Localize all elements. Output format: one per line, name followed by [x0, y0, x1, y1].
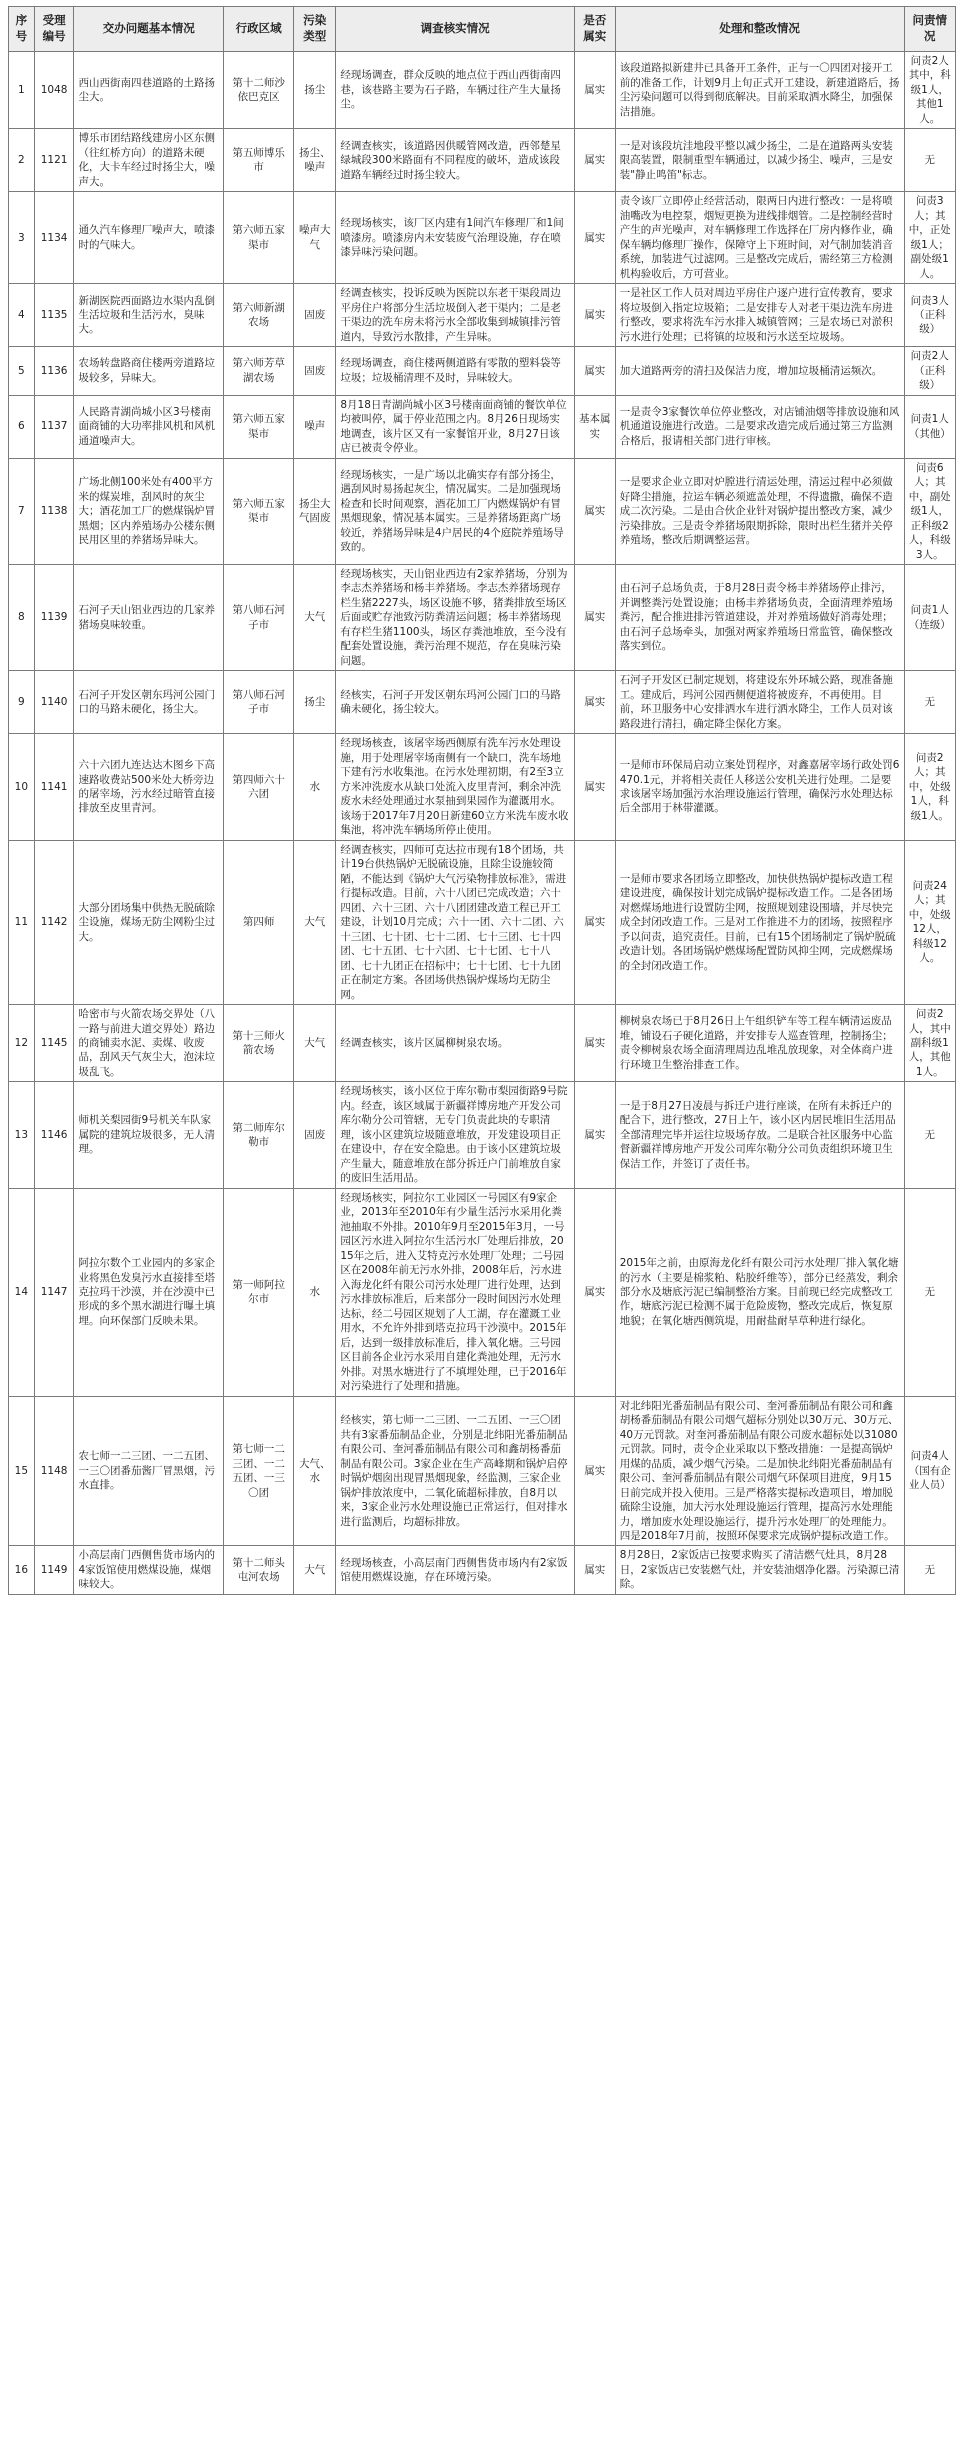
cell-no: 15 — [9, 1396, 35, 1546]
cell-handling: 对北纬阳光番茄制品有限公司、奎河番茄制品有限公司和鑫胡杨番茄制品有限公司烟气超标分别处以30万元、30万元、40万元罚款。对奎河番茄制品有限公司废水超标处以31080元罚款。同时，责令企业采取以下整改措施：一是提高锅炉用煤的品质，减少烟气污染。二是加快北纬阳光番茄制品有限公司、奎河番茄制品有限公司烟气环保项目进度，9月15日前完成并投入使用。三是严格落实提标改造项目，增加脱硫除尘设施，加大污水处理设施运行管理，提高污水处理能力，增加废水处理设施运行，提升污水处理厂的处理能力。四是2018年7月前，按照环保要求完成锅炉提标改造工作。 — [615, 1396, 904, 1546]
cell-issue: 通久汽车修理厂噪声大，喷漆时的气味大。 — [74, 192, 224, 284]
cell-type: 固废 — [294, 284, 336, 347]
cell-id: 1147 — [34, 1188, 74, 1396]
cell-id: 1148 — [34, 1396, 74, 1546]
cell-survey: 经现场核实，该小区位于库尔勒市梨园街路9号院内。经查，该区域属于新疆祥博房地产开发公司库尔勒分公司管辖，无专门负责此块的专职清理，该小区建筑垃圾随意堆放，开发建设项目正在建设中，存在安全隐患。由于该小区建筑垃圾产生量大，随意堆放在部分拆迁户门前堆放自家的废旧生活用品。 — [336, 1082, 575, 1188]
header-type: 污染类型 — [294, 7, 336, 52]
cell-verified: 属实 — [574, 1082, 615, 1188]
cell-no: 13 — [9, 1082, 35, 1188]
cell-verified: 属实 — [574, 1188, 615, 1396]
cell-accountability: 问责6人；其中，副处级1人，正科级2人，科级3人。 — [904, 458, 956, 564]
cell-issue: 农七师一二三团、一二五团、一三〇团番茄酱厂冒黑烟，污水直排。 — [74, 1396, 224, 1546]
cell-region: 第六师五家渠市 — [224, 395, 294, 458]
cell-verified: 属实 — [574, 52, 615, 129]
cell-region: 第八师石河子市 — [224, 564, 294, 670]
cell-handling: 石河子开发区已制定规划，将建设东外环城公路，现准备施工。建成后，玛河公园西侧便道将被废弃，不再使用。目前，环卫服务中心安排洒水车进行洒水降尘，工作人员对该路段进行清扫，确定降尘保化方案。 — [615, 671, 904, 734]
cell-type: 扬尘 — [294, 52, 336, 129]
cell-id: 1136 — [34, 347, 74, 395]
cell-verified: 属实 — [574, 564, 615, 670]
cell-region: 第十二师头屯河农场 — [224, 1546, 294, 1594]
cell-accountability: 问责2人；其中，处级1人，科级1人。 — [904, 734, 956, 840]
cell-accountability: 问责1人（其他） — [904, 395, 956, 458]
table-row — [9, 1396, 956, 1546]
cell-region: 第六师新湖农场 — [224, 284, 294, 347]
cell-issue: 人民路青湖尚城小区3号楼南面商铺的大功率排风机和风机通道噪声大。 — [74, 395, 224, 458]
header-no: 序号 — [9, 7, 35, 52]
cell-no: 12 — [9, 1005, 35, 1082]
cell-accountability: 无 — [904, 129, 956, 192]
cell-issue: 农场转盘路商住楼两旁道路垃圾较多，异味大。 — [74, 347, 224, 395]
header-accountability: 问责情况 — [904, 7, 956, 52]
cell-handling: 由石河子总场负责，于8月28日责令杨丰养猪场停止排污，并调整粪污处置设施；由杨丰养猪场负责，全面清理养殖场粪污，配合推进排污管道建设，并对养殖场做好消毒处理；由石河子总场牵头，加强对两家养殖场日常监管，确保整改落实到位。 — [615, 564, 904, 670]
cell-accountability: 问责24人；其中，处级12人，科级12人。 — [904, 840, 956, 1004]
cell-no: 2 — [9, 129, 35, 192]
cell-survey: 经现场调查，群众反映的地点位于西山西街南四巷，该巷路主要为石子路，车辆过往产生大量扬尘。 — [336, 52, 575, 129]
cell-handling: 一是社区工作人员对周边平房住户逐户进行宣传教育，要求将垃圾倒入指定垃圾箱；二是安排专人对老干渠边洗车房进行整改，要求将洗车污水排入城镇管网；三是农场已对淤积污水进行处理；已将镇的垃圾和污水送至垃圾场。 — [615, 284, 904, 347]
cell-id: 1139 — [34, 564, 74, 670]
cell-type: 扬尘 — [294, 671, 336, 734]
cell-type: 大气 — [294, 1005, 336, 1082]
cell-id: 1149 — [34, 1546, 74, 1594]
cell-region: 第八师石河子市 — [224, 671, 294, 734]
table-row — [9, 458, 956, 564]
cell-region: 第一师阿拉尔市 — [224, 1188, 294, 1396]
cell-survey: 经核实，第七师一二三团、一二五团、一三〇团共有3家番茄制品企业，分别是北纬阳光番茄制品有限公司、奎河番茄制品有限公司和鑫胡杨番茄制品有限公司。3家企业在生产高峰期和锅炉启停时锅炉烟囱出现冒黑烟现象，经监测，三家企业锅炉排放浓度中，二氧化硫超标排放，自8月以来，3家企业污水处理设施已正常运行，但对排水进行监测后，均超标排放。 — [336, 1396, 575, 1546]
cell-type: 大气 — [294, 1546, 336, 1594]
header-verified: 是否属实 — [574, 7, 615, 52]
cell-type: 扬尘大气固废 — [294, 458, 336, 564]
cell-verified: 属实 — [574, 347, 615, 395]
cell-id: 1121 — [34, 129, 74, 192]
cell-handling: 一是责令3家餐饮单位停业整改，对店铺油烟等排放设施和风机通道设施进行改造。二是要求改造完成后通过第三方监测合格后，报请相关部门进行审核。 — [615, 395, 904, 458]
table-row — [9, 840, 956, 1004]
cell-type: 大气、水 — [294, 1396, 336, 1546]
cell-no: 14 — [9, 1188, 35, 1396]
cell-survey: 经现场核实，天山铝业西边有2家养猪场，分别为李志杰养猪场和杨丰养猪场。李志杰养猪场现存栏生猪2227头，场区设施不够，猪粪排放至场区后面或贮存池致污防粪清运问题；杨丰养猪场现有存栏生猪1100头，场区存粪池堆放，至今没有配套处置设施，粪污治理不规范，存在臭味污染问题。 — [336, 564, 575, 670]
cell-type: 噪声大气 — [294, 192, 336, 284]
cell-verified: 属实 — [574, 671, 615, 734]
table-row — [9, 395, 956, 458]
cell-issue: 大部分团场集中供热无脱硫除尘设施，煤场无防尘网粉尘过大。 — [74, 840, 224, 1004]
cell-no: 3 — [9, 192, 35, 284]
cell-verified: 属实 — [574, 1546, 615, 1594]
table-row — [9, 52, 956, 129]
cell-region: 第四师 — [224, 840, 294, 1004]
table-row — [9, 192, 956, 284]
table-body — [9, 52, 956, 1595]
table-row — [9, 671, 956, 734]
cell-handling: 一是对该段坑洼地段平整以减少扬尘，二是在道路两头安装限高装置，限制重型车辆通过，以减少扬尘、噪声，三是安装"静止鸣笛"标志。 — [615, 129, 904, 192]
cell-verified: 属实 — [574, 1396, 615, 1546]
table-header-row — [9, 7, 956, 52]
cell-verified: 属实 — [574, 458, 615, 564]
table-row — [9, 1082, 956, 1188]
cell-accountability: 问责3人；其中，正处级1人；副处级1人。 — [904, 192, 956, 284]
cell-handling: 2015年之前，由原海龙化纤有限公司污水处理厂排入氧化塘的污水（主要是棉浆粕、粘胶纤维等），部分已经蒸发，剩余部分水及塘底污泥已编制整治方案。目前现已经完成整改工作，塘底污泥已检测不属于危险废物，整改完成后，恢复原地貌；在氧化塘西侧筑堤，用耐盐耐旱草种进行绿化。 — [615, 1188, 904, 1396]
cell-region: 第六师芳草湖农场 — [224, 347, 294, 395]
cell-no: 16 — [9, 1546, 35, 1594]
cell-no: 7 — [9, 458, 35, 564]
table-row — [9, 564, 956, 670]
cell-type: 噪声 — [294, 395, 336, 458]
cell-region: 第十二师沙依巴克区 — [224, 52, 294, 129]
cell-issue: 小高层南门西侧售货市场内的4家饭馆使用燃煤设施，煤烟味较大。 — [74, 1546, 224, 1594]
cell-survey: 经现场调查，商住楼两侧道路有零散的塑料袋等垃圾；垃圾桶清理不及时，异味较大。 — [336, 347, 575, 395]
cell-region: 第二师库尔勒市 — [224, 1082, 294, 1188]
cell-issue: 博乐市团结路线建房小区东侧（往红桥方向）的道路未硬化，大卡车经过时扬尘大，噪声大。 — [74, 129, 224, 192]
cell-verified: 属实 — [574, 192, 615, 284]
header-issue: 交办问题基本情况 — [74, 7, 224, 52]
cell-region: 第十三师火箭农场 — [224, 1005, 294, 1082]
cell-issue: 新湖医院西面路边水渠内乱倒生活垃圾和生活污水，臭味大。 — [74, 284, 224, 347]
cell-accountability: 问责2人其中，科级1人，其他1人。 — [904, 52, 956, 129]
header-handling: 处理和整改情况 — [615, 7, 904, 52]
cell-survey: 经调查核实，四师可克达拉市现有18个团场，共计19台供热锅炉无脱硫设施，且除尘设施较简陋，不能达到《锅炉大气污染物排放标准》，需进行提标改造。目前，六十八团已完成改造；六十四团、六十三团、六十八团团建改造工程已开工建设，计划10月完成；六十一团、六十二团、六十三团、七十团、七十二团、七十三团、七十四团、七十五团、七十六团、七十七团、七十八团、七十九团正在招标中；七十七团、七十九团正在制定方案。各团场供热锅炉煤场均无防尘网。 — [336, 840, 575, 1004]
header-region: 行政区域 — [224, 7, 294, 52]
cell-region: 第六师五家渠市 — [224, 458, 294, 564]
cell-id: 1141 — [34, 734, 74, 840]
cell-survey: 经现场核查，该屠宰场西侧原有洗车污水处理设施，用于处理屠宰场南侧有一个缺口，洗车场地下建有污水收集池。在污水处理初期，有2至3立方米冲洗废水从缺口处流入皮里青河，剩余冲洗废水未经处理通过水泵抽到果园作为灌溉用水。该场于2017年7月20日新建60立方米洗车废水收集池，将冲洗车辆场所停止使用。 — [336, 734, 575, 840]
cell-issue: 广场北侧100米处有400平方米的煤炭堆，刮风时的灰尘大；酒花加工厂的燃煤锅炉冒黑烟；区内养殖场办公楼东侧民用区里的养猪场异味大。 — [74, 458, 224, 564]
cases-table — [8, 6, 956, 1595]
cell-type: 扬尘、噪声 — [294, 129, 336, 192]
cell-accountability: 问责2人（正科级） — [904, 347, 956, 395]
cell-region: 第四师六十六团 — [224, 734, 294, 840]
cell-issue: 石河子开发区朝东玛河公园门口的马路未硬化，扬尘大。 — [74, 671, 224, 734]
cell-accountability: 无 — [904, 1188, 956, 1396]
cell-type: 大气 — [294, 840, 336, 1004]
table-row — [9, 347, 956, 395]
cell-accountability: 问责2人，其中副科级1人，其他1人。 — [904, 1005, 956, 1082]
cell-no: 10 — [9, 734, 35, 840]
cell-survey: 经调查核实，该片区属柳树泉农场。 — [336, 1005, 575, 1082]
table-row — [9, 1005, 956, 1082]
cell-id: 1137 — [34, 395, 74, 458]
table-row — [9, 1546, 956, 1594]
cell-handling: 一是师市要求各团场立即整改，加快供热锅炉提标改造工程建设进度，确保按计划完成锅炉提标改造工作。二是各团场对燃煤场地进行设置防尘网，按照规划建设围墙，并尽快完成全封闭改造工作。三是对工作推进不力的团场，按照程序予以问责，追究责任。目前，已有15个团场制定了锅炉脱硫改造计划。各团场锅炉燃煤场配置防风抑尘网，完成燃煤场的全封闭改造工作。 — [615, 840, 904, 1004]
cell-id: 1142 — [34, 840, 74, 1004]
cell-no: 1 — [9, 52, 35, 129]
header-survey: 调查核实情况 — [336, 7, 575, 52]
cell-survey: 经现场核实，该厂区内建有1间汽车修理厂和1间喷漆房。喷漆房内未安装废气治理设施，存在喷漆异味污染问题。 — [336, 192, 575, 284]
cell-type: 水 — [294, 734, 336, 840]
cell-handling: 柳树泉农场已于8月26日上午组织铲车等工程车辆清运废品堆，铺设石子硬化道路，并安排专人巡查管理，控制扬尘；责令柳树泉农场全面清理周边乱堆乱放现象，对全体商户进行环境卫生整治排查工作。 — [615, 1005, 904, 1082]
cell-type: 大气 — [294, 564, 336, 670]
cell-id: 1146 — [34, 1082, 74, 1188]
cell-accountability: 问责4人（国有企业人员） — [904, 1396, 956, 1546]
cell-type: 固废 — [294, 347, 336, 395]
table-row — [9, 129, 956, 192]
cell-accountability: 无 — [904, 671, 956, 734]
cell-region: 第七师一二三团、一二五团、一三〇团 — [224, 1396, 294, 1546]
cell-handling: 8月28日，2家饭店已按要求购买了清洁燃气灶具，8月28日，2家饭店已安装燃气灶，并安装油烟净化器。污染源已清除。 — [615, 1546, 904, 1594]
cell-handling: 加大道路两旁的清扫及保洁力度，增加垃圾桶清运频次。 — [615, 347, 904, 395]
cell-issue: 六十六团九连达达木图乡下高速路收费站500米处大桥旁边的屠宰场，污水经过暗管直接排放至皮里青河。 — [74, 734, 224, 840]
cell-survey: 经现场核实，阿拉尔工业园区一号园区有9家企业，2013年至2010年有少量生活污水采用化粪池抽取不外排。2010年9月至2015年3月，一号园区污水进入阿拉尔生活污水厂处理后排放，2015年之后，进入艾特克污水处理厂处理；二号园区在2008年前无污水外排，2008年后，污水进入海龙化纤有限公司污水处理厂进行处理，达到污水排放标准后，后来部分一段时间因污水处理达标，经二号园区规划了人工湖，存在灌溉工业用水，不允许外排到塔克拉玛干沙漠中。2015年后，达到一级排放标准后，排入氧化塘。三号园区目前各企业污水采用自建化粪池处理，无污水外排。对黑水塘进行了不填埋处理，已于2016年对污染进行了处理和措施。 — [336, 1188, 575, 1396]
cell-handling: 一是于8月27日凌晨与拆迁户进行座谈，在所有未拆迁户的配合下，进行整改，27日上午，该小区内居民堆旧生活用品全部清理完毕并运往垃圾场存放。二是联合社区服务中心监督新疆祥博房地产开发公司库尔勒分公司负责组织环境卫生保洁工作，并签订了责任书。 — [615, 1082, 904, 1188]
cell-verified: 属实 — [574, 129, 615, 192]
cell-handling: 该段道路拟新建井已具备开工条件，正与一〇四团对接开工前的准备工作，计划9月上旬正式开工建设，新建道路后，扬尘污染问题可以得到彻底解决。目前采取洒水降尘，加强保洁措施。 — [615, 52, 904, 129]
cell-id: 1048 — [34, 52, 74, 129]
cell-id: 1140 — [34, 671, 74, 734]
cell-type: 固废 — [294, 1082, 336, 1188]
cell-issue: 石河子天山铝业西边的几家养猪场臭味较重。 — [74, 564, 224, 670]
cell-verified: 属实 — [574, 284, 615, 347]
cell-no: 9 — [9, 671, 35, 734]
cell-accountability: 问责3人（正科级） — [904, 284, 956, 347]
cell-verified: 属实 — [574, 840, 615, 1004]
cell-id: 1135 — [34, 284, 74, 347]
cell-id: 1134 — [34, 192, 74, 284]
cell-no: 6 — [9, 395, 35, 458]
cell-verified: 属实 — [574, 1005, 615, 1082]
cell-verified: 基本属实 — [574, 395, 615, 458]
cell-handling: 一是师市环保局启动立案处罚程序，对鑫嘉屠宰场行政处罚6470.1元，并将相关责任人移送公安机关进行处理。二是要求该屠宰场加强污水治理设施运行管理，确保污水处理达标后全部用于林带灌溉。 — [615, 734, 904, 840]
cell-issue: 西山西街南四巷道路的土路扬尘大。 — [74, 52, 224, 129]
cell-verified: 属实 — [574, 734, 615, 840]
cell-survey: 经核实，石河子开发区朝东玛河公园门口的马路确未硬化，扬尘较大。 — [336, 671, 575, 734]
cell-region: 第六师五家渠市 — [224, 192, 294, 284]
cell-survey: 经现场核查，小高层南门西侧售货市场内有2家饭馆使用燃煤设施，存在环境污染。 — [336, 1546, 575, 1594]
cell-accountability: 无 — [904, 1082, 956, 1188]
cell-no: 4 — [9, 284, 35, 347]
cell-no: 8 — [9, 564, 35, 670]
cell-handling: 一是要求企业立即对炉膛进行清运处理，清运过程中必须做好降尘措施，拉运车辆必须遮盖处理，不得遗撒，确保不造成二次污染。二是由合伙企业针对锅炉提出整改方案，减少污染排放。三是责令养猪场限期拆除，限时出栏生猪并关停养殖场，整改后期调整运营。 — [615, 458, 904, 564]
cell-no: 11 — [9, 840, 35, 1004]
cell-id: 1138 — [34, 458, 74, 564]
cell-type: 水 — [294, 1188, 336, 1396]
cell-region: 第五师博乐市 — [224, 129, 294, 192]
cell-issue: 阿拉尔数个工业园内的多家企业将黑色发臭污水直接排至塔克拉玛干沙漠，并在沙漠中已形成的多个黑水湖进行曝土填埋。向环保部门反映未果。 — [74, 1188, 224, 1396]
cell-survey: 经现场核实，一是广场以北确实存有部分扬尘，遇刮风时易扬起灰尘，情况属实。二是加强现场检查和长时间观察，酒花加工厂内燃煤锅炉有冒黑烟现象，情况基本属实。三是养猪场距离广场较近，养猪场异味是4户居民的4个庭院养殖场导致的。 — [336, 458, 575, 564]
table-row — [9, 1188, 956, 1396]
cell-survey: 8月18日青湖尚城小区3号楼南面商铺的餐饮单位均被叫停，属于停业范围之内。8月26日现场实地调查，该片区又有一家餐馆开业，8月27日该店已被责令停业。 — [336, 395, 575, 458]
cell-accountability: 问责1人（连级） — [904, 564, 956, 670]
cell-issue: 师机关梨园街9号机关车队家属院的建筑垃圾很多，无人清理。 — [74, 1082, 224, 1188]
table-row — [9, 284, 956, 347]
cell-accountability: 无 — [904, 1546, 956, 1594]
cell-no: 5 — [9, 347, 35, 395]
cell-handling: 责令该厂立即停止经营活动，限两日内进行整改：一是将喷油嘴改为电控泵，烟短更换为进线排烟管。二是控制经营时产生的声光噪声，对车辆修理工作选择在厂房内修作业，确保车辆均修理厂操作，保障守上下班时间，对气制加装消音系统，加装进气过滤网。三是整改完成后，需经第三方检测机构验收后，方可营业。 — [615, 192, 904, 284]
cell-survey: 经调查核实，投诉反映为医院以东老干渠段周边平房住户将部分生活垃圾倒入老干渠内；二是老干渠边的洗车房未将污水全部收集到城镇排污管道内，导致污水散排，产生异味。 — [336, 284, 575, 347]
header-id: 受理编号 — [34, 7, 74, 52]
cell-issue: 哈密市与火箭农场交界处（八一路与前进大道交界处）路边的商铺卖水泥、卖煤、收废品，刮风天气灰尘大，泡沫垃圾乱飞。 — [74, 1005, 224, 1082]
cell-id: 1145 — [34, 1005, 74, 1082]
cell-survey: 经调查核实，该道路因供暖管网改造，西邻楚星绿城段300米路面有不同程度的破坏，造成该段道路车辆经过时扬尘较大。 — [336, 129, 575, 192]
table-row — [9, 734, 956, 840]
